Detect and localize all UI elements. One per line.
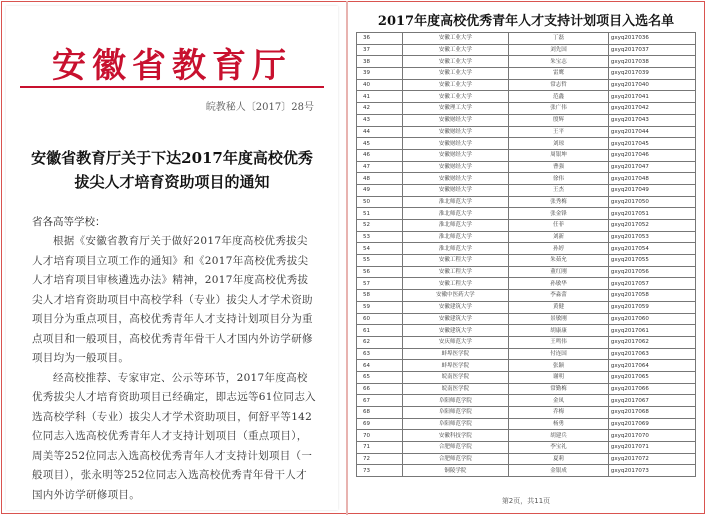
- school-name: 安徽工业大学: [402, 44, 508, 56]
- notice-title: [20, 146, 324, 194]
- table-row: [357, 44, 696, 56]
- row-index: 52: [357, 220, 403, 232]
- school-name: 安徽建筑大学: [402, 313, 508, 325]
- document-number: 皖教秘人〔2017〕28号: [205, 102, 314, 113]
- row-index: 69: [357, 418, 403, 430]
- table-row: [357, 138, 696, 150]
- project-code: gxyq2017061: [608, 325, 695, 337]
- row-index: 45: [357, 138, 403, 150]
- person-name: 殷辉: [509, 114, 609, 126]
- project-code: gxyq2017066: [608, 383, 695, 395]
- school-name: 阜阳师范学院: [402, 407, 508, 419]
- project-code: gxyq2017050: [608, 196, 695, 208]
- table-row: [357, 325, 696, 337]
- project-code: gxyq2017036: [608, 33, 695, 45]
- project-code: gxyq2017040: [608, 79, 695, 91]
- body-paragraph-1: 根据《安徽省教育厅关于做好2017年度高校优秀拔尖人才培育项目立项工作的通知》和《2017年高校优秀拔尖人才培育项目审核遴选办法》精神，2017年度高校优秀拔尖人才培育资助项目中高校学科（专业）拔尖人才学术资助项目分为重点项目，高校优秀青年人才支持计划项目分为重点项目和一般项目，高校优秀青年骨干人才国内外访学研修项目均为一般项目。: [32, 235, 313, 364]
- project-code: gxyq2017073: [608, 465, 695, 477]
- project-code: gxyq2017064: [608, 360, 695, 372]
- person-name: 夏莉: [509, 453, 609, 465]
- school-name: 淮北师范大学: [402, 220, 508, 232]
- row-index: 44: [357, 126, 403, 138]
- person-name: 董红刚: [509, 266, 609, 278]
- row-index: 70: [357, 430, 403, 442]
- person-name: 金银成: [509, 465, 609, 477]
- person-name: 刘先国: [509, 44, 609, 56]
- person-name: 景敏刚: [509, 313, 609, 325]
- row-index: 37: [357, 44, 403, 56]
- row-index: 58: [357, 290, 403, 302]
- row-index: 46: [357, 149, 403, 161]
- row-index: 49: [357, 184, 403, 196]
- school-name: 合肥师范学院: [402, 453, 508, 465]
- project-code: gxyq2017055: [608, 255, 695, 267]
- table-row: [357, 418, 696, 430]
- project-code: gxyq2017062: [608, 336, 695, 348]
- school-name: 安徽财经大学: [402, 114, 508, 126]
- selection-table: [356, 32, 696, 477]
- school-name: 阜阳师范学院: [402, 418, 508, 430]
- person-name: 王鸣伟: [509, 336, 609, 348]
- person-name: 孙敏华: [509, 278, 609, 290]
- table-row: [357, 336, 696, 348]
- row-index: 57: [357, 278, 403, 290]
- person-name: 刘琼: [509, 138, 609, 150]
- school-name: 皖南医学院: [402, 383, 508, 395]
- project-code: gxyq2017065: [608, 371, 695, 383]
- project-code: gxyq2017067: [608, 395, 695, 407]
- row-index: 60: [357, 313, 403, 325]
- project-code: gxyq2017060: [608, 313, 695, 325]
- notice-title-line2: 拔尖人才培育资助项目的通知: [74, 173, 270, 191]
- row-index: 67: [357, 395, 403, 407]
- project-code: gxyq2017046: [608, 149, 695, 161]
- school-name: 安徽科技学院: [402, 430, 508, 442]
- school-name: 安徽中医药大学: [402, 290, 508, 302]
- table-row: [357, 407, 696, 419]
- row-index: 41: [357, 91, 403, 103]
- project-code: gxyq2017052: [608, 220, 695, 232]
- person-name: 王杰: [509, 184, 609, 196]
- school-name: 安徽工程大学: [402, 266, 508, 278]
- table-row: [357, 79, 696, 91]
- person-name: 张秀梅: [509, 196, 609, 208]
- school-name: 皖南医学院: [402, 371, 508, 383]
- school-name: 安徽财经大学: [402, 161, 508, 173]
- table-row: [357, 453, 696, 465]
- person-name: 丁磊: [509, 33, 609, 45]
- table-row: [357, 91, 696, 103]
- person-name: 谢明: [509, 371, 609, 383]
- project-code: gxyq2017059: [608, 301, 695, 313]
- person-name: 付连国: [509, 348, 609, 360]
- row-index: 43: [357, 114, 403, 126]
- project-code: gxyq2017058: [608, 290, 695, 302]
- table-row: [357, 173, 696, 185]
- project-code: gxyq2017045: [608, 138, 695, 150]
- table-row: [357, 68, 696, 80]
- project-code: gxyq2017057: [608, 278, 695, 290]
- school-name: 安庆师范大学: [402, 336, 508, 348]
- person-name: 黄健: [509, 301, 609, 313]
- project-code: gxyq2017043: [608, 114, 695, 126]
- table-row: [357, 430, 696, 442]
- table-row: [357, 56, 696, 68]
- row-index: 48: [357, 173, 403, 185]
- row-index: 61: [357, 325, 403, 337]
- school-name: 安徽工程大学: [402, 278, 508, 290]
- row-index: 71: [357, 442, 403, 454]
- project-code: gxyq2017037: [608, 44, 695, 56]
- row-index: 36: [357, 33, 403, 45]
- project-code: gxyq2017044: [608, 126, 695, 138]
- project-code: gxyq2017038: [608, 56, 695, 68]
- table-row: [357, 220, 696, 232]
- row-index: 39: [357, 68, 403, 80]
- school-name: 安徽财经大学: [402, 138, 508, 150]
- project-code: gxyq2017054: [608, 243, 695, 255]
- school-name: 阜阳师范学院: [402, 395, 508, 407]
- school-name: 淮北师范大学: [402, 243, 508, 255]
- table-row: [357, 255, 696, 267]
- school-name: 安徽工业大学: [402, 56, 508, 68]
- notice-body: [32, 232, 316, 505]
- school-name: 铜陵学院: [402, 465, 508, 477]
- row-index: 53: [357, 231, 403, 243]
- school-name: 安徽理工大学: [402, 103, 508, 115]
- person-name: 周银坤: [509, 149, 609, 161]
- page-divider: [346, 1, 348, 515]
- project-code: gxyq2017068: [608, 407, 695, 419]
- table-row: [357, 161, 696, 173]
- notice-title-line1: 安徽省教育厅关于下达2017年度高校优秀: [31, 149, 313, 167]
- school-name: 安徽建筑大学: [402, 301, 508, 313]
- person-name: 刘新: [509, 231, 609, 243]
- row-index: 65: [357, 371, 403, 383]
- table-row: [357, 184, 696, 196]
- school-name: 安徽财经大学: [402, 173, 508, 185]
- table-row: [357, 313, 696, 325]
- person-name: 张颖: [509, 360, 609, 372]
- person-name: 范鑫: [509, 91, 609, 103]
- school-name: 安徽工业大学: [402, 79, 508, 91]
- school-name: 安徽财经大学: [402, 126, 508, 138]
- table-row: [357, 196, 696, 208]
- person-name: 曹强: [509, 161, 609, 173]
- project-code: gxyq2017042: [608, 103, 695, 115]
- notice-document: [6, 6, 338, 510]
- row-index: 63: [357, 348, 403, 360]
- table-row: [357, 149, 696, 161]
- school-name: 安徽财经大学: [402, 184, 508, 196]
- addressee: 省各高等学校：: [32, 216, 106, 228]
- person-name: 朱茹允: [509, 255, 609, 267]
- person-name: 胡建兵: [509, 430, 609, 442]
- person-name: 金凤: [509, 395, 609, 407]
- school-name: 安徽建筑大学: [402, 325, 508, 337]
- row-index: 73: [357, 465, 403, 477]
- person-name: 常志哲: [509, 79, 609, 91]
- table-row: [357, 114, 696, 126]
- person-name: 常勤梅: [509, 383, 609, 395]
- row-index: 40: [357, 79, 403, 91]
- table-row: [357, 243, 696, 255]
- table-row: [357, 465, 696, 477]
- school-name: 蚌埠医学院: [402, 348, 508, 360]
- person-name: 孙婷: [509, 243, 609, 255]
- person-name: 朱宝志: [509, 56, 609, 68]
- person-name: 张金锋: [509, 208, 609, 220]
- table-row: [357, 33, 696, 45]
- table-row: [357, 442, 696, 454]
- project-code: gxyq2017039: [608, 68, 695, 80]
- project-code: gxyq2017069: [608, 418, 695, 430]
- person-name: 乔梅: [509, 407, 609, 419]
- row-index: 66: [357, 383, 403, 395]
- project-code: gxyq2017047: [608, 161, 695, 173]
- project-code: gxyq2017041: [608, 91, 695, 103]
- table-row: [357, 266, 696, 278]
- row-index: 50: [357, 196, 403, 208]
- school-name: 淮北师范大学: [402, 196, 508, 208]
- school-name: 安徽工业大学: [402, 91, 508, 103]
- red-header-line: [20, 86, 324, 88]
- person-name: 任菲: [509, 220, 609, 232]
- school-name: 蚌埠医学院: [402, 360, 508, 372]
- school-name: 安徽工业大学: [402, 68, 508, 80]
- table-row: [357, 371, 696, 383]
- issuing-organization: 安徽省教育厅: [52, 46, 292, 86]
- row-index: 64: [357, 360, 403, 372]
- row-index: 62: [357, 336, 403, 348]
- row-index: 68: [357, 407, 403, 419]
- row-index: 51: [357, 208, 403, 220]
- person-name: 胡康康: [509, 325, 609, 337]
- school-name: 淮北师范大学: [402, 231, 508, 243]
- table-row: [357, 290, 696, 302]
- selection-list-document: [350, 6, 702, 510]
- table-row: [357, 301, 696, 313]
- project-code: gxyq2017049: [608, 184, 695, 196]
- row-index: 59: [357, 301, 403, 313]
- person-name: 张广伟: [509, 103, 609, 115]
- row-index: 47: [357, 161, 403, 173]
- person-name: 王平: [509, 126, 609, 138]
- project-code: gxyq2017071: [608, 442, 695, 454]
- table-row: [357, 208, 696, 220]
- person-name: 李淼蕾: [509, 290, 609, 302]
- table-row: [357, 383, 696, 395]
- project-code: gxyq2017051: [608, 208, 695, 220]
- school-name: 安徽工程大学: [402, 255, 508, 267]
- row-index: 54: [357, 243, 403, 255]
- school-name: 淮北师范大学: [402, 208, 508, 220]
- body-paragraph-2: 经高校推荐、专家审定、公示等环节，2017年度高校优秀拔尖人才培育资助项目已经确定，即志远等61位同志入选高校学科（专业）拔尖人才学术资助项目，何舒平等142位同志入选高校优秀青年人才支持计划项目（重点项目），周美等252位同志入选高校优秀青年人才支持计划项目（一般项目），张永明等252位同志入选高校优秀青年骨干人才国内外访学研修项目。: [32, 371, 316, 501]
- table-row: [357, 360, 696, 372]
- project-code: gxyq2017072: [608, 453, 695, 465]
- table-row: [357, 395, 696, 407]
- project-code: gxyq2017048: [608, 173, 695, 185]
- row-index: 55: [357, 255, 403, 267]
- project-code: gxyq2017070: [608, 430, 695, 442]
- table-row: [357, 126, 696, 138]
- person-name: 徐伟: [509, 173, 609, 185]
- row-index: 42: [357, 103, 403, 115]
- project-code: gxyq2017056: [608, 266, 695, 278]
- school-name: 安徽工业大学: [402, 33, 508, 45]
- project-code: gxyq2017063: [608, 348, 695, 360]
- page-number: 第2页，共11页: [501, 497, 551, 505]
- table-row: [357, 103, 696, 115]
- project-code: gxyq2017053: [608, 231, 695, 243]
- table-row: [357, 348, 696, 360]
- person-name: 李宝礼: [509, 442, 609, 454]
- row-index: 56: [357, 266, 403, 278]
- table-row: [357, 278, 696, 290]
- row-index: 72: [357, 453, 403, 465]
- person-name: 雷鹰: [509, 68, 609, 80]
- person-name: 杨勇: [509, 418, 609, 430]
- school-name: 安徽财经大学: [402, 149, 508, 161]
- school-name: 合肥师范学院: [402, 442, 508, 454]
- table-row: [357, 231, 696, 243]
- list-title: 2017年度高校优秀青年人才支持计划项目入选名单: [377, 14, 675, 29]
- row-index: 38: [357, 56, 403, 68]
